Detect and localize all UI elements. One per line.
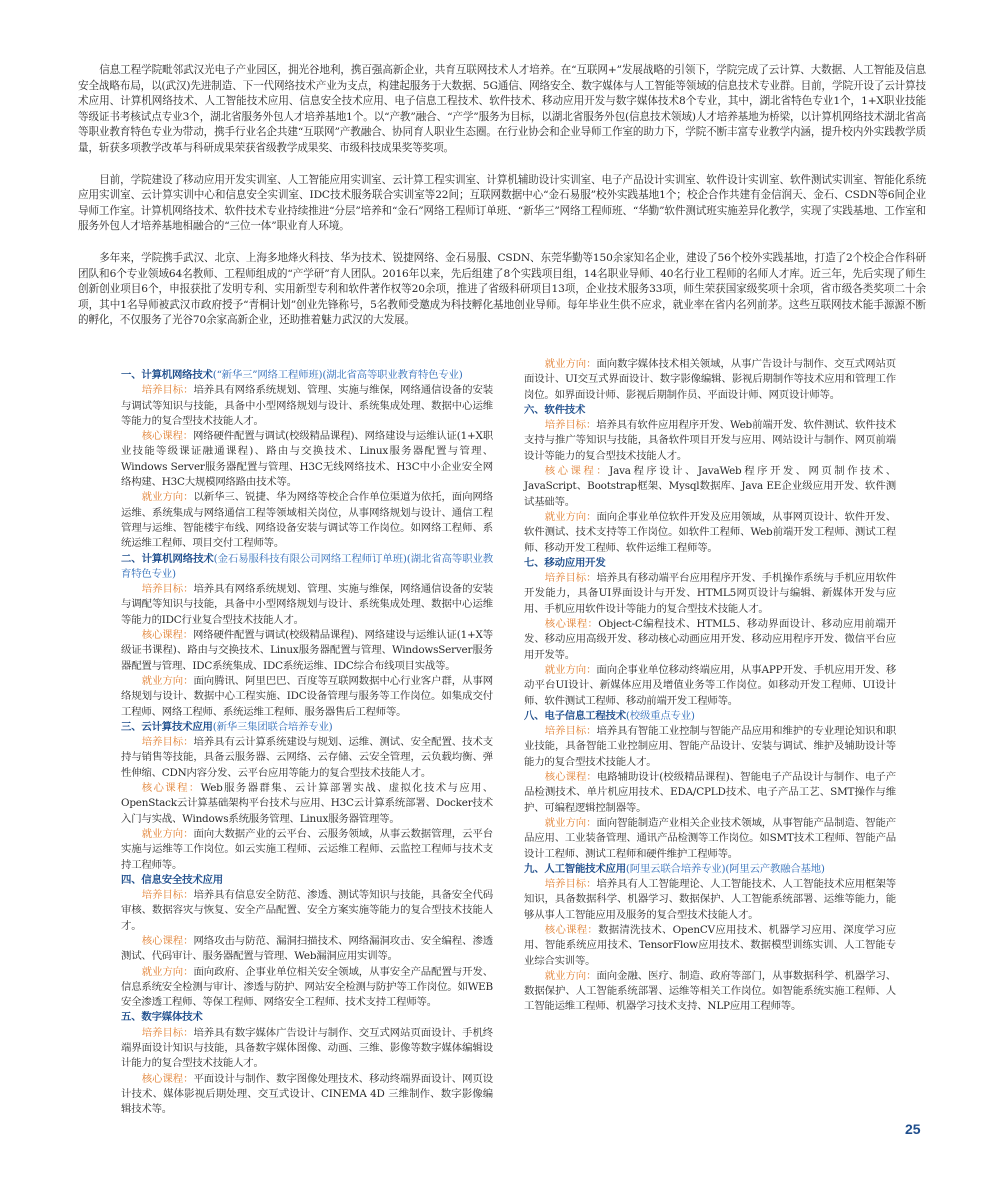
major-heading: 一、计算机网络技术(“新华三”网络工程师班)(湖北省高等职业教育特色专业) bbox=[121, 369, 463, 381]
major-heading: 五、数字媒体技术 bbox=[121, 1011, 203, 1024]
major-heading: 八、电子信息工程技术(校级重点专业) bbox=[524, 709, 695, 722]
major-job: 就业方向：面向企事业单位移动终端应用，从事APP开发、手机应用开发、移动平台UI设计、新媒体应用及增值业务等工作岗位。如移动开发工程师、UI设计师、软件测试工程师、移动前端开发工程师等。 bbox=[524, 663, 897, 707]
intro-text bbox=[78, 63, 926, 345]
intro-paragraph-1: 信息工程学院毗邻武汉光电子产业园区，拥光谷地利，携百强高新企业，共育互联网技术人才培养。在“互联网+”发展战略的引领下，学院完成了云计算、大数据、人工智能及信息安全战略布局，以(武汉)先进制造、下一代网络技术产业为支点，构建起服务于大数据、5G通信、网络安全、数字媒体与人工智能等领域的信息技术专业群。目前，学院开设了云计算技术应用、计算机网络技术、人工智能技术应用、信息安全技术应用、电子信息工程技术、软件技术、移动应用开发与数字媒体技术8个专业，其中，湖北省特色专业1个，1+X职业技能等级证书考核试点专业3个，湖北省服务外包人才培养基地1个。以“产教”融合、“产学”服务为目标，以湖北省服务外包(信息技术领域)人才培养基地为桥梁，以计算机网络技术湖北省高等职业教育特色专业为带动，携手行业名企共建“互联网”产教融合、协同育人职业生态圈。在行业协会和企业导师工作室的助力下，学院不断丰富专业教学内涵，提升校内外实践教学质量，斩获多项教学改革与科研成果荣获省级教学成果奖、市级科技成果奖等奖项。 bbox=[78, 64, 926, 154]
major-core: 核心课程：网络硬件配置与调试(校级精品课程)、网络建设与运维认证(1+X等级证书课程)、路由与交换技术、Linux服务器配置与管理、WindowsServer服务器配置与管理、IDC系统集成、IDC系统运维、IDC综合布线项目实战等。 bbox=[121, 629, 493, 672]
major-core: 核心课程：数据清洗技术、OpenCV应用技术、机器学习应用、深度学习应用、智能系统应用技术、TensorFlow应用技术、数据模型训练实训、人工智能专业综合实训等。 bbox=[524, 923, 896, 967]
major-job: 就业方向：面向金融、医疗、制造、政府等部门，从事数据科学、机器学习、数据保护、人工智能系统部署、运维等相关工作岗位。如智能系统实施工程师、人工智能运维工程师、机器学习技术支持、NLP应用工程师等。 bbox=[524, 969, 896, 1013]
major-goal: 培养目标：培养具有智能工业控制与智能产品应用和维护的专业理论知识和职业技能，具备智能工业控制应用、智能产品设计、安装与调试、维护及辅助设计等能力的复合型技术技能人才。 bbox=[524, 725, 896, 768]
major-job: 就业方向：面向数字媒体技术相关领域，从事广告设计与制作、交互式网站页面设计、UI交互式界面设计、数字影像编辑、影视后期制作等技术应用和管理工作岗位。如界面设计师、影视后期制作员、平面设计师、网页设计师等。 bbox=[524, 358, 896, 401]
major-section bbox=[524, 556, 896, 709]
major-goal: 培养目标：培养具有人工智能理论、人工智能技术、人工智能技术应用框架等知识，具备数据科学、机器学习、数据保护、人工智能系统部署、运维等能力，能够从事人工智能应用及服务的复合型技术技能人才。 bbox=[524, 878, 896, 921]
major-section bbox=[524, 403, 896, 556]
major-section bbox=[121, 720, 493, 873]
major-heading: 九、人工智能技术应用(阿里云联合培养专业)(阿里云产教融合基地) bbox=[524, 862, 825, 875]
major-goal: 培养目标：培养具有软件应用程序开发、Web前端开发、软件测试、软件技术支持与推广等知识与技能，具备软件项目开发与应用、网站设计与制作、网页前端设计等能力的复合型技术技能人才。 bbox=[524, 419, 896, 462]
major-core: 核心课程：网络硬件配置与调试(校级精品课程)、网络建设与运维认证(1+X职业技能等级课证融通课程)、路由与交换技术、Linux服务器配置与管理、Windows Server服务器配置与管理、H3C无线网络技术、H3C中小企业安全网络构建、H3C大规模网络路由技术等。 bbox=[121, 430, 493, 489]
major-goal: 培养目标：培养具有网络系统规划、管理、实施与维保，网络通信设备的安装与调试等知识与技能，具备中小型网络规划与设计、系统集成处理、数据中心运维等能力的复合型技术技能人才。 bbox=[121, 384, 493, 427]
major-heading: 二、计算机网络技术(金石易服科技有限公司网络工程师订单班)(湖北省高等职业教育特色专业) bbox=[121, 552, 493, 580]
intro-paragraph-3: 多年来，学院携手武汉、北京、上海多地烽火科技、华为技术、锐捷网络、金石易服、CSDN、东莞华勤等150余家知名企业，建设了56个校外实践基地，打造了2个校企合作科研团队和6个专业领域64名教师、工程师组成的“产学研”育人团队。2016年以来，先后组建了8个实践项目组，14名职业导师、40名行业工程师的名师人才库。近三年，先后实现了师生创新创业项目6个，申报获批了发明专利、实用新型专利和软件著作权等20余项，推进了省级科研项目13项，企业技术服务33项，师生荣获国家级奖项十余项，省市级各类奖项二十余项，其中1名导师被武汉市政府授予“青桐计划”创业先锋称号，5名教师受邀成为科技孵化基地创业导师。每年毕业生供不应求，就业率在省内名列前茅。这些互联网技术能手源源不断的孵化，不仅服务了光谷70余家高新企业，还助推着魅力武汉的大发展。 bbox=[78, 251, 926, 327]
major-heading: 七、移动应用开发 bbox=[524, 556, 606, 569]
intro-paragraph-2: 目前，学院建设了移动应用开发实训室、人工智能应用实训室、云计算工程实训室、计算机辅助设计实训室、电子产品设计实训室、软件设计实训室、软件测试实训室、智能化系统应用实训室、云计算实训中心和信息安全实训室、IDC技术服务联合实训室等22间；互联网数据中心“金石易服”校外实践基地1个；校企合作共建有金信润天、金石、CSDN等6间企业导师工作室。计算机网络技术、软件技术专业持续推进“分层”培养和“金石”网络工程师订单班、“新华三”网络工程师班、“华勤”软件测试班实施差异化教学，实现了实践基地、工作室和服务外包人才培养基地相融合的“三位一体”职业育人环境。 bbox=[78, 173, 926, 233]
major-core: 核心课程：Java程序设计、JavaWeb程序开发、网页制作技术、JavaScript、Bootstrap框架、Mysql数据库、Java EE企业级应用开发、软件测试基础等。 bbox=[524, 465, 896, 508]
major-goal: 培养目标：培养具有移动端平台应用程序开发、手机操作系统与手机应用软件开发能力，具备UI界面设计与开发、HTML5网页设计与编辑、新媒体开发与应用、手机应用软件设计等能力的复合型技术技能人才。 bbox=[524, 572, 896, 615]
major-section bbox=[121, 368, 493, 552]
major-section bbox=[121, 552, 493, 720]
major-job: 就业方向：面向企事业单位软件开发及应用领域，从事网页设计、软件开发、软件测试、技术支持等工作岗位。如软件工程师、Web前端开发工程师、测试工程师、移动开发工程师、软件运维工程师等。 bbox=[524, 510, 896, 554]
major-core: 核心课程：网络攻击与防范、漏洞扫描技术、网络漏洞攻击、安全编程、渗透测试、代码审计、服务器配置与管理、Web漏洞应用实训等。 bbox=[121, 934, 493, 963]
major-job: 就业方向：面向腾讯、阿里巴巴、百度等互联网数据中心行业客户群，从事网络规划与设计、数据中心工程实施、IDC设备管理与服务等工作岗位。如集成交付工程师、网络工程师、系统运维工程师、服务器售后工程师等。 bbox=[121, 674, 493, 718]
major-job: 就业方向：面向政府、企事业单位相关安全领域，从事安全产品配置与开发、信息系统安全检测与审计、渗透与防护、网站安全检测与防护等工作岗位。如WEB安全渗透工程师、等保工程师、网络安全工程师、技术支持工程师等。 bbox=[121, 965, 493, 1009]
major-section bbox=[121, 1010, 493, 1117]
major-goal: 培养目标：培养具有数字媒体广告设计与制作、交互式网站页面设计、手机终端界面设计知识与技能，具备数字媒体图像、动画、三维、影像等数字媒体编辑设计能力的复合型技术技能人才。 bbox=[121, 1026, 493, 1070]
major-section bbox=[121, 873, 493, 1011]
major-section bbox=[524, 709, 896, 862]
major-heading: 六、软件技术 bbox=[524, 403, 586, 416]
major-core: 核心课程：平面设计与制作、数字图像处理技术、移动终端界面设计、网页设计技术、媒体影视后期处理、交互式设计、CINEMA 4D 三维制作、数字影像编辑技术等。 bbox=[121, 1072, 493, 1116]
major-goal: 培养目标：培养具有云计算系统建设与规划、运维、测试、安全配置、技术支持与销售等技能，具备云服务器、云网络、云存储、云安全管理，云负载均衡、弹性伸缩、CDN内容分发、云平台应用等能力的复合型技术技能人才。 bbox=[121, 736, 493, 779]
major-heading: 三、云计算技术应用(新华三集团联合培养专业) bbox=[121, 720, 333, 733]
major-heading: 四、信息安全技术应用 bbox=[121, 873, 223, 886]
major-job: 就业方向：面向大数据产业的云平台、云服务领域，从事云数据管理，云平台实施与运维等工作岗位。如云实施工程师、云运维工程师、云监控工程师与技术支持工程师等。 bbox=[121, 827, 493, 871]
majors-right-column bbox=[524, 357, 896, 1015]
major-core: 核心课程：Web服务器群集、云计算部署实战、虚拟化技术与应用、OpenStack云计算基础架构平台技术与应用、H3C云计算系统部署、Docker技术入门与实战、Windows系统服务管理、Linux服务器管理等。 bbox=[121, 782, 493, 825]
major-section bbox=[524, 862, 896, 1015]
page-number: 25 bbox=[905, 1121, 921, 1137]
major-goal: 培养目标：培养具有网络系统规划、管理、实施与维保，网络通信设备的安装与调配等知识与技能，具备中小型网络规划与设计、系统集成处理、数据中心运维等能力的IDC行业复合型技术技能人才。 bbox=[121, 583, 493, 626]
major-core: 核心课程：电路辅助设计(校级精品课程)、智能电子产品设计与制作、电子产品检测技术、单片机应用技术、EDA/CPLD技术、电子产品工艺、SMT操作与维护、可编程逻辑控制器等。 bbox=[524, 771, 896, 814]
major-job: 就业方向：以新华三、锐捷、华为网络等校企合作单位渠道为依托，面向网络运维、系统集成与网络通信工程等领域相关岗位，从事网络规划与设计、通信工程管理与运维、智能楼宇布线、网络设备安装与调试等工作岗位。如网络工程师、系统运维工程师、项目交付工程师等。 bbox=[121, 491, 493, 550]
major-job: 就业方向：面向智能制造产业相关企业技术领域，从事智能产品制造、智能产品应用、工业装备管理、通讯产品检测等工作岗位。如SMT技术工程师、智能产品设计工程师、测试工程师和硬件维护工程师等。 bbox=[524, 816, 896, 860]
major-goal: 培养目标：培养具有信息安全防范、渗透、测试等知识与技能，具备安全代码审核、数据容灾与恢复、安全产品配置、安全方案实施等能力的复合型技术技能人才。 bbox=[121, 889, 493, 932]
major-core: 核心课程：Object-C编程技术、HTML5、移动界面设计、移动应用前端开发、移动应用高级开发、移动核心动画应用开发、移动应用程序开发、微信平台应用开发等。 bbox=[524, 618, 896, 661]
majors-left-column bbox=[121, 368, 493, 1118]
